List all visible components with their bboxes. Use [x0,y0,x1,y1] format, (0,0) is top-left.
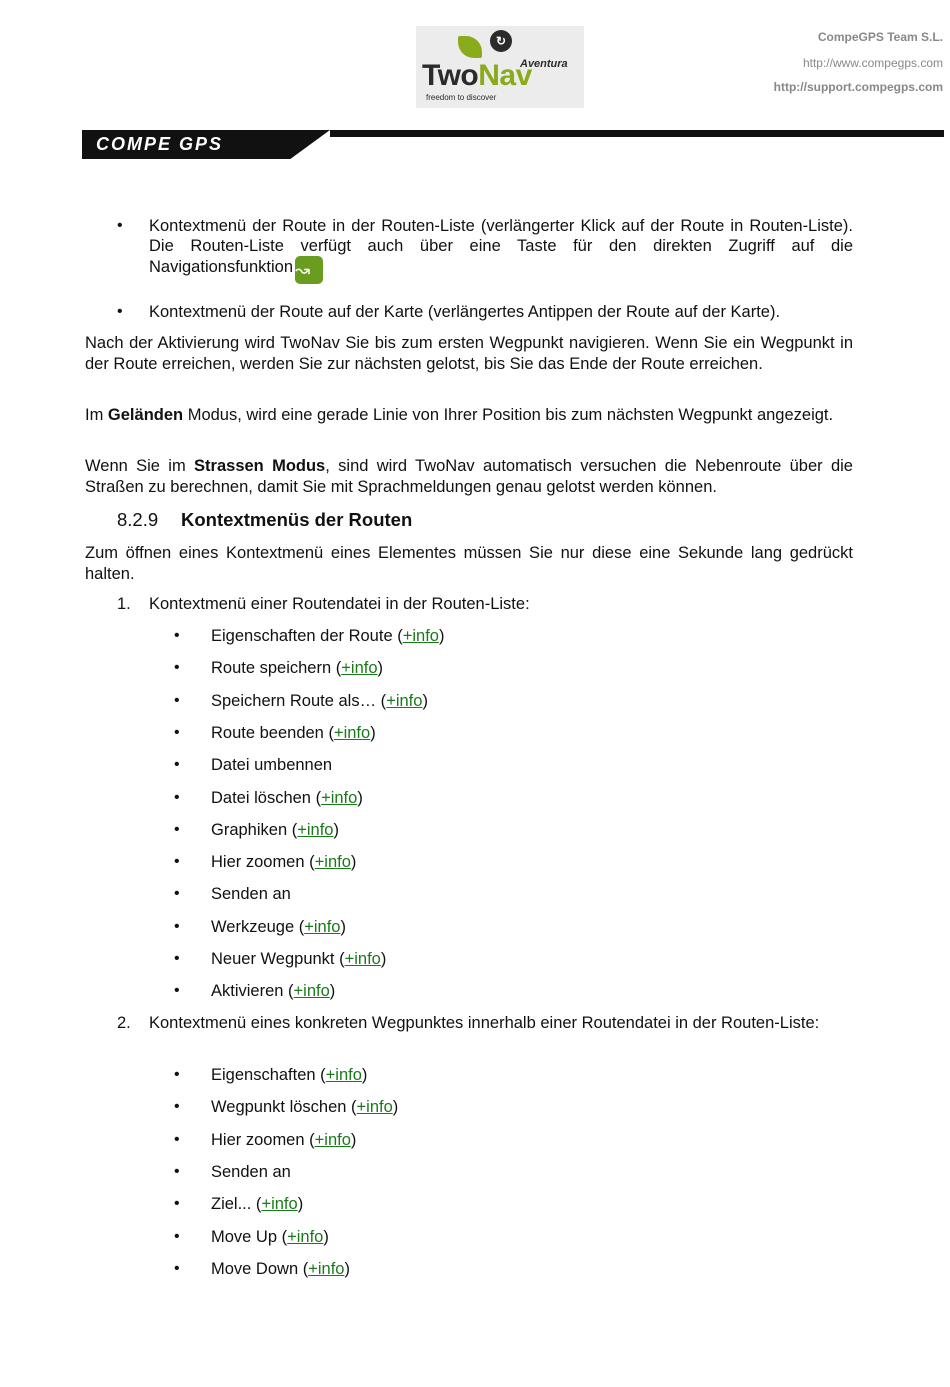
bullet-dot: • [174,820,180,838]
paragraph-activation: Nach der Aktivierung wird TwoNav Sie bis zum ersten Wegpunkt navigieren. Wenn Sie ein Wegpunkt in der Route erreichen, werden Sie zur nächsten gelotst, bis Sie das Ende der Route erreichen. [85,334,853,373]
list-item-label: Graphiken [211,820,288,839]
list-item-label: Eigenschaften der Route [211,627,393,645]
info-link[interactable]: +info [402,627,439,645]
info-link[interactable]: +info [297,820,334,839]
p2-end: Modus, wird eine gerade Linie von Ihrer Position bis zum nächsten Wegpunkt angezeigt. [183,406,834,424]
info-link[interactable]: +info [333,723,371,742]
list-item: Speichern Route als… (+info) [211,691,428,710]
intro-bullet-2: Kontextmenü der Route auf der Karte (verlängertes Antippen der Route auf der Karte). [149,303,781,321]
list-item: Route speichern (+info) [211,659,384,678]
info-link[interactable]: +info [304,917,341,936]
list-item-label: Werkzeuge [211,917,295,936]
list-item: Move Down (+info) [211,1259,350,1278]
p3-start: Wenn Sie im [85,457,195,475]
info-link[interactable]: +info [321,788,358,807]
list-title: Kontextmenü einer Routendatei in der Routen-Liste: [149,595,530,613]
bullet-dot: • [117,217,123,234]
list-item-label: Move Up [211,1227,278,1246]
bullet-dot: • [174,885,180,903]
list-item: Hier zoomen (+info) [211,1130,357,1149]
info-link[interactable]: +info [308,1259,345,1278]
p2-start: Im [85,406,108,424]
list-item-label: Senden an [211,1162,291,1181]
info-link[interactable]: +info [325,1066,362,1084]
info-link[interactable]: +info [344,950,381,968]
list-number: 2. [117,1014,131,1032]
paragraph-gelaende [85,405,853,426]
list-item-label: Move Down [211,1259,299,1278]
bullet-dot: • [174,659,180,677]
p3-end: , sind wird TwoNav automatisch versuchen die Nebenroute über die Straßen zu berechnen, damit Sie mit Sprachmeldungen genau gelotst werden können. [85,457,853,496]
header-company: CompeGPS Team S.L. [817,30,943,44]
bullet-dot: • [174,1195,180,1213]
bullet-dot: • [174,950,180,967]
list-item: Hier zoomen (+info) [211,853,357,872]
info-link[interactable]: +info [386,691,423,710]
bullet-dot: • [174,756,180,774]
section-title: Kontextmenüs der Routen [181,509,413,530]
list-title: Kontextmenü eines konkreten Wegpunktes innerhalb einer Routendatei in der Routen-Liste: [149,1014,820,1032]
header-website-link[interactable]: http://www.compegps.com [802,56,943,70]
bullet-dot: • [174,723,180,741]
compegps-brand: COMPE GPS [96,134,224,154]
header-band-line [330,130,944,137]
list-item-label: Hier zoomen [211,853,305,872]
leaf-icon [458,36,482,58]
bullet-dot: • [174,1130,180,1148]
list-item: Neuer Wegpunkt (+info) [211,950,387,968]
list-item: Move Up (+info) [211,1227,329,1246]
bullet-dot: • [174,853,180,871]
info-link[interactable]: +info [293,982,330,1001]
info-link[interactable]: +info [341,659,378,678]
logo-slogan: freedom to discover [426,93,497,102]
twonav-logo [416,26,584,108]
list-item [211,884,291,905]
list-item: Datei löschen (+info) [211,788,363,807]
list-item: Wegpunkt löschen (+info) [211,1098,399,1117]
list-item [211,1162,291,1183]
info-link[interactable]: +info [314,853,351,872]
list-item: Eigenschaften der Route (+info) [211,627,445,645]
bullet-dot: • [117,303,123,320]
list-item: Ziel... (+info) [211,1195,304,1214]
list-item-label: Route speichern [211,659,332,678]
info-link[interactable]: +info [261,1195,298,1214]
bullet-dot: • [174,1098,180,1116]
navigation-icon[interactable]: ↝ [295,256,323,284]
info-link[interactable]: +info [287,1227,324,1246]
bullet-dot: • [174,1227,180,1245]
list-item-label: Wegpunkt löschen [211,1098,347,1117]
list-item-label: Hier zoomen [211,1130,305,1149]
info-link[interactable]: +info [314,1130,351,1149]
paragraph-strassen [85,456,853,497]
logo-name-part1: Two [422,59,479,92]
list-item-label: Eigenschaften [211,1066,316,1084]
list-item: Aktivieren (+info) [211,982,336,1001]
list-item: Eigenschaften (+info) [211,1066,368,1084]
p3-bold: Strassen Modus [194,457,326,475]
list-item: Graphiken (+info) [211,820,339,839]
bullet-dot: • [174,1259,180,1277]
intro-bullet-1 [149,216,853,284]
list-item-label: Neuer Wegpunkt [211,950,335,968]
bullet-dot: • [174,691,180,709]
info-link[interactable]: +info [356,1098,393,1117]
list-item-label: Datei umbennen [211,756,333,775]
list-item: Werkzeuge (+info) [211,917,346,936]
bullet-dot: • [174,1066,180,1083]
logo-aventura: Aventura [520,58,568,70]
logo-name-part2: Nav [478,59,532,92]
section-number: 8.2.9 [117,509,159,530]
p2-bold: Geländen [107,406,184,424]
header-support-link[interactable]: http://support.compegps.com [773,80,943,94]
logo-name [422,60,532,92]
list-item-label: Speichern Route als… [211,691,377,710]
list-item-label: Senden an [211,885,291,904]
logo-circle-icon: ↻ [490,30,512,52]
bullet-dot: • [174,982,180,1000]
list-item-label: Route beenden [211,723,324,742]
bullet-dot: • [174,1162,180,1180]
list-item-label: Aktivieren [211,982,284,1001]
list-item-label: Ziel... [211,1195,252,1214]
list-item [211,755,332,776]
list-number: 1. [117,595,131,613]
list-item: Route beenden (+info) [211,723,376,742]
bullet-dot: • [174,627,180,644]
intro-bullet-1-text: Kontextmenü der Route in der Routen-Liste (verlängerter Klick auf der Route in Routen-Liste). Die Routen-Liste verfügt auch über eine Taste für den direkten Zugriff auf die Navigationsfunktion [149,217,853,276]
list-item-label: Datei löschen [211,788,311,807]
bullet-dot: • [174,788,180,806]
section-intro: Zum öffnen eines Kontextmenü eines Elementes müssen Sie nur diese eine Sekunde lang gedrückt halten. [85,544,853,583]
bullet-dot: • [174,917,180,935]
